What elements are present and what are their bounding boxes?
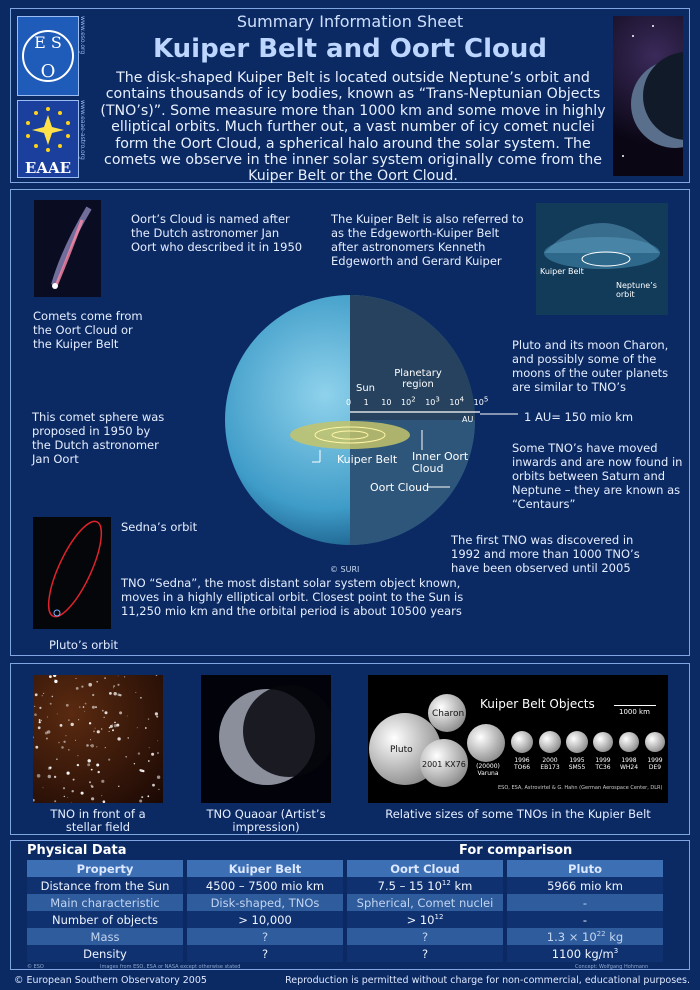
scale-tick-1: 1 [363,398,369,407]
table-title: Physical Data [27,843,127,858]
comet-photo [34,200,101,297]
cell-oc: ? [347,945,503,962]
table-row [27,911,663,928]
kbo-label-pluto: Pluto [390,745,413,755]
inner-oort-label: Inner Oort Cloud [412,450,469,475]
tiny-credit-left: © ESO [27,964,44,970]
sedna-orbit-icon [33,517,111,629]
cell-kb: > 10,000 [187,911,343,928]
cell-oc: ? [347,928,503,945]
cell-kb: ? [187,928,343,945]
quaoar-caption: TNO Quaoar (Artist’s impression) [206,807,326,834]
cell-oc: Spherical, Comet nuclei [347,894,503,911]
cell-prop: Mass [27,928,183,945]
quaoar-icon [201,675,331,803]
tiny-credit-right: Concept: Wolfgang Hohmann [575,964,649,970]
col-property: Property [27,860,183,877]
kbo-label-varuna: (20000) Varuna [476,763,500,777]
inset-neptune-label: Neptune’s orbit [616,281,657,299]
suri-credit: © SURI [330,565,360,574]
cell-prop: Distance from the Sun [27,877,183,894]
kbo-label-eb173: 2000 EB173 [540,757,560,771]
cell-pl: 5966 mio km [507,877,663,894]
kbo-credit: ESO, ESA, Astrovirtel & G. Hahn (German Aerospace Center, DLR) [498,785,663,791]
footer-reproduction: Reproduction is permitted without charge for non-commercial, educational purposes. [285,975,690,986]
cell-prop: Density [27,945,183,962]
comet-sphere-text: This comet sphere was proposed in 1950 by the Dutch astronomer Jan Oort [32,410,165,466]
sedna-orbit-image [33,517,111,629]
cell-prop: Main characteristic [27,894,183,911]
table-row [27,945,663,962]
kbo-label-de9: 1999 DE9 [647,757,663,771]
col-oort: Oort Cloud [347,860,503,877]
kbo-label-kx76: 2001 KX76 [422,760,466,769]
kbo-label-tc36: 1999 TC36 [595,757,611,771]
svg-text:E S: E S [34,33,62,52]
cell-pl: - [507,894,663,911]
scale-tick-3: $10^2$ [401,395,416,407]
cell-oc: 7.5 – 15 $10^{12}$ km [347,877,503,894]
eaae-url[interactable]: www.eaae-astro.org [79,100,86,160]
cell-kb: ? [187,945,343,962]
planet-image-icon [613,16,683,176]
pluto-orbit-label: Pluto’s orbit [49,638,119,652]
tc36-body [593,732,613,752]
oort-named-text: Oort’s Cloud is named after the Dutch astronomer Jan Oort who described it in 1950 [131,212,303,254]
kuiper-inset [536,203,668,315]
planetary-region-label: Planetary region [394,368,442,390]
svg-text:O: O [40,61,56,82]
scale-tick-4: $10^3$ [425,395,440,407]
cell-pl: 1100 $kg/m^3$ [507,945,663,962]
au-unit-label: AU [462,415,474,424]
header-photo [613,16,683,176]
page-title: Kuiper Belt and Oort Cloud [152,34,548,64]
table-row [27,894,663,911]
comets-from-text: Comets come from the Oort Cloud or the Kuiper Belt [33,309,143,351]
sedna-orbit-label: Sedna’s orbit [121,520,198,534]
scale-tick-5: $10^4$ [449,395,465,407]
cell-oc: > $10^{12}$ [347,911,503,928]
to66-body [511,731,533,753]
stellar-field-icon [33,675,163,803]
header-intro: The disk-shaped Kuiper Belt is located outside Neptune’s orbit and contains thousands of icy bodies, known as “Trans-Neptunian Objects (TNO’s)”. Some measure more than 1000 km and some move in highly elliptical orbits. Much further out, a vast number of icy comet nuclei form the Oort Cloud, a spherical halo around the solar system. The comets we observe in the inner solar system originally come from the Kuiper Belt or the Oort Cloud. [100,70,606,185]
kbo-label-wh24: 1998 WH24 [619,757,639,771]
table-row [27,877,663,894]
eso-url[interactable]: www.eso.org [79,16,86,55]
quaoar-image [201,675,331,803]
pluto-similar-text: Pluto and its moon Charon, and possibly some of the moons of the outer planets are similar to TNO’s [512,338,669,394]
col-kuiper: Kuiper Belt [187,860,343,877]
first-tno-text: The first TNO was discovered in 1992 and more than 1000 TNO’s have been observed until 2005 [451,533,640,575]
cell-pl: - [507,911,663,928]
scale-tick-6: $10^5$ [473,395,489,407]
tiny-credit-mid: Images from ESO, ESA or NASA except otherwise stated [100,964,241,970]
de9-body [645,732,665,752]
comet-icon [34,200,101,297]
kbo-label-sm55: 1995 SM55 [568,757,586,771]
kbo-label-to66: 1996 TO66 [513,757,531,771]
eaae-logo [17,100,79,178]
stellar-field-image [33,675,163,803]
au-note: 1 AU= 150 mio km [524,410,634,424]
inset-kuiper-label: Kuiper Belt [540,267,584,276]
kbo-title: Kuiper Belt Objects [480,697,595,711]
eaae-star-icon [18,101,78,157]
oort-sphere-diagram [150,290,520,570]
kbo-scale-label: 1000 km [619,708,650,716]
centaurs-text: Some TNO’s have moved inwards and are now found in orbits between Saturn and Neptune – they are known as “Centaurs” [512,441,683,511]
cell-prop: Number of objects [27,911,183,928]
kuiper-belt-label: Kuiper Belt [337,453,398,466]
sun-label: Sun [356,383,376,394]
header-subtitle: Summary Information Sheet [236,12,464,31]
kuiper-named-text: The Kuiper Belt is also referred to as the Edgeworth-Kuiper Belt after astronomers Kenneth Edgeworth and Gerard Kuiper [331,212,524,268]
cell-kb: 4500 – 7500 mio km [187,877,343,894]
oort-cloud-label: Oort Cloud [370,481,430,494]
cell-kb: Disk-shaped, TNOs [187,894,343,911]
eaae-logo-text: EAAE [24,159,72,177]
sedna-text: TNO “Sedna”, the most distant solar system object known, moves in a highly elliptical orbit. Closest point to the Sun is 11,250 mio km and the orbital period is about 10500 years [121,576,464,618]
scale-tick-2: 10 [381,398,392,407]
footer-copyright: © European Southern Observatory 2005 [14,975,207,986]
kbo-label-charon: Charon [432,709,465,719]
col-pluto: Pluto [507,860,663,877]
scale-tick-0: 0 [346,398,352,407]
eb173-body [539,731,561,753]
relative-caption: Relative sizes of some TNOs in the Kupier Belt [385,807,651,821]
kbo-bodies [368,675,668,803]
cell-pl: $1.3 \times 10^{22}$ kg [507,928,663,945]
wh24-body [619,732,639,752]
table-header-row [27,860,663,877]
physical-data-table [27,860,663,962]
au-scale [346,395,489,407]
comparison-label: For comparison [459,843,573,858]
sm55-body [566,731,588,753]
stellar-caption: TNO in front of a stellar field [50,807,146,834]
varuna-body [467,724,505,762]
table-row [27,928,663,945]
kbo-chart [368,675,668,803]
